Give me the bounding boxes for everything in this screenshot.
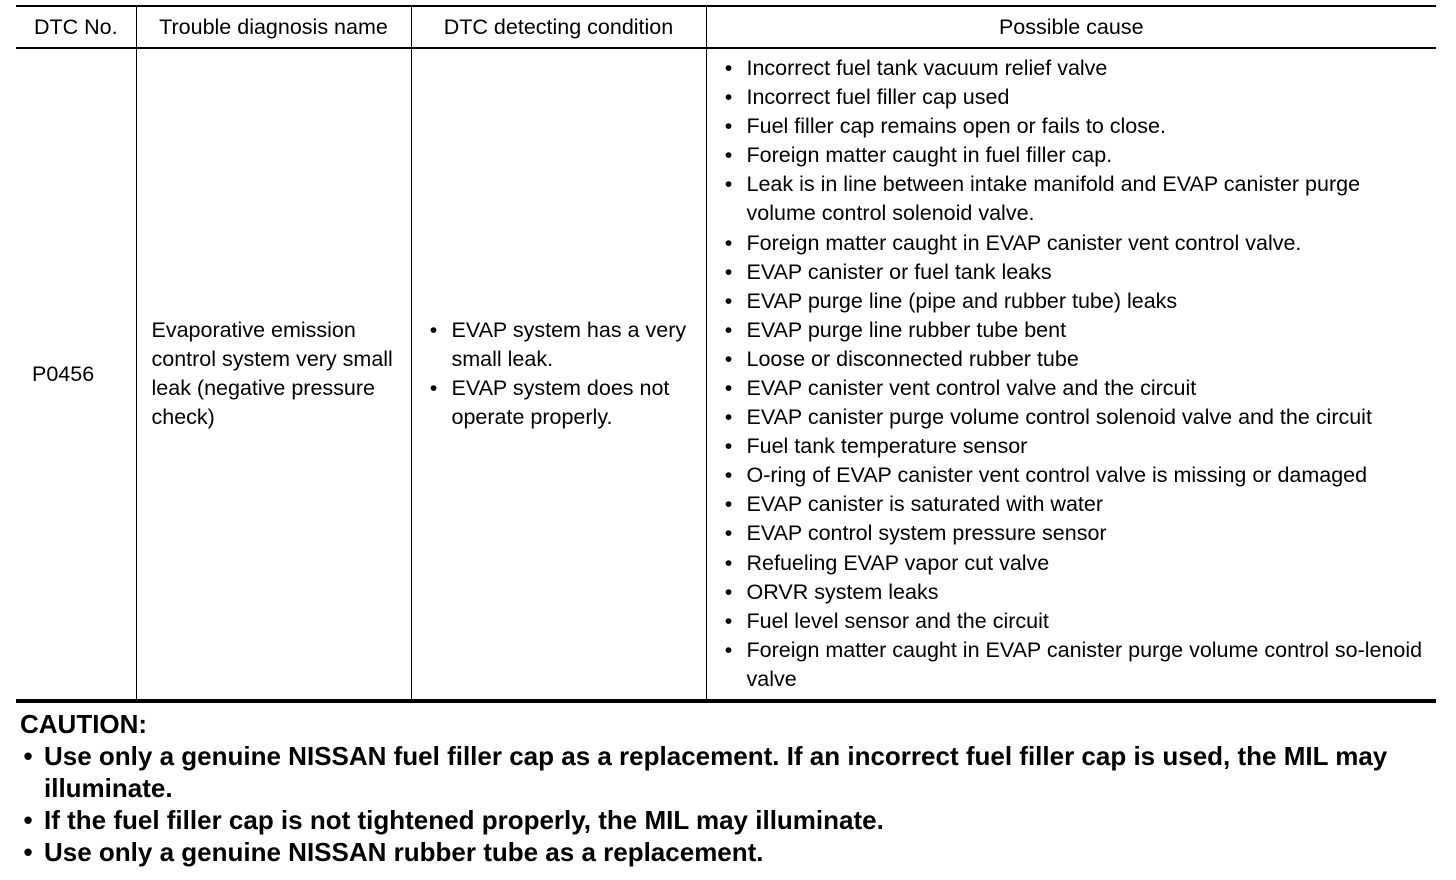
list-item [721, 403, 1431, 432]
list-item-text: EVAP control system pressure sensor [746, 521, 1107, 546]
list-item-text: EVAP canister is saturated with water [746, 492, 1104, 517]
list-item [721, 316, 1431, 345]
list-item [721, 112, 1431, 141]
list-item [426, 316, 698, 374]
table-header-row [16, 6, 1436, 48]
list-item [721, 461, 1431, 490]
list-item-text: Incorrect fuel tank vacuum relief valve [746, 55, 1108, 80]
bullet-icon: • [23, 805, 33, 835]
caution-item [20, 836, 1436, 868]
list-item-text: EVAP system does not operate properly. [451, 376, 670, 430]
bullet-icon: • [724, 288, 733, 313]
list-item [721, 519, 1431, 548]
header-dtc-no: DTC No. [33, 14, 118, 39]
caution-item [20, 804, 1436, 836]
bullet-icon: • [724, 230, 733, 255]
bullet-icon: • [724, 172, 733, 197]
possible-cause-cell [706, 48, 1436, 701]
bullet-icon: • [724, 143, 733, 168]
caution-item-text: If the fuel filler cap is not tightened properly, the MIL may illuminate. [44, 805, 884, 835]
possible-cause-list [721, 54, 1431, 694]
bullet-icon: • [724, 608, 733, 633]
list-item-text: EVAP canister purge volume control solenoid valve and the circuit [746, 405, 1372, 430]
list-item-text: EVAP canister vent control valve and the circuit [746, 376, 1197, 400]
list-item-text: EVAP canister or fuel tank leaks [746, 259, 1052, 284]
list-item [721, 54, 1431, 83]
list-item-text: Foreign matter caught in EVAP canister purge volume control so-lenoid valve [746, 637, 1423, 691]
bullet-icon: • [724, 637, 733, 662]
list-item [721, 229, 1431, 258]
list-item-text: Loose or disconnected rubber tube [746, 346, 1079, 371]
list-item [721, 578, 1431, 607]
list-item-text: EVAP system has a very small leak. [451, 317, 687, 371]
bullet-icon: • [429, 317, 438, 342]
dtc-code-cell: P0456 [32, 361, 95, 386]
list-item [721, 490, 1431, 519]
caution-title: CAUTION: [20, 709, 148, 739]
bullet-icon: • [724, 317, 733, 342]
bullet-icon: • [724, 114, 733, 139]
list-item-text: O-ring of EVAP canister vent control valve is missing or damaged [746, 463, 1368, 488]
list-item-text: ORVR system leaks [746, 579, 939, 604]
list-item [721, 170, 1431, 228]
list-item-text: Fuel level sensor and the circuit [746, 608, 1049, 633]
list-item [721, 607, 1431, 636]
bullet-icon: • [724, 346, 733, 371]
list-item [721, 83, 1431, 112]
list-item [721, 345, 1431, 374]
list-item-text: EVAP purge line (pipe and rubber tube) leaks [746, 288, 1178, 313]
detecting-condition-cell [411, 48, 706, 701]
list-item [721, 636, 1431, 694]
dtc-table [16, 5, 1436, 703]
list-item-text: Fuel filler cap remains open or fails to close. [746, 114, 1166, 139]
detecting-condition-list [426, 316, 698, 432]
list-item-text: EVAP purge line rubber tube bent [746, 317, 1067, 342]
list-item-text: Fuel tank temperature sensor [746, 434, 1028, 459]
list-item [721, 287, 1431, 316]
list-item-text: Foreign matter caught in EVAP canister vent control valve. [746, 230, 1302, 255]
caution-block [20, 708, 1436, 868]
list-item [426, 374, 698, 432]
bullet-icon: • [724, 521, 733, 546]
list-item [721, 374, 1431, 403]
caution-item-text: Use only a genuine NISSAN rubber tube as a replacement. [44, 837, 764, 867]
list-item-text: Leak is in line between intake manifold and EVAP canister purge volume control solenoid valve. [746, 172, 1361, 226]
bullet-icon: • [724, 376, 733, 400]
list-item-text: Refueling EVAP vapor cut valve [746, 550, 1050, 575]
caution-list [20, 740, 1436, 868]
bullet-icon: • [724, 579, 733, 604]
bullet-icon: • [724, 405, 733, 430]
bullet-icon: • [724, 55, 733, 80]
table-row [16, 48, 1436, 701]
caution-item-text: Use only a genuine NISSAN fuel filler cap as a replacement. If an incorrect fuel filler cap is used, the MIL may illuminate. [44, 741, 1388, 803]
list-item [721, 258, 1431, 287]
list-item [721, 549, 1431, 578]
bullet-icon: • [724, 550, 733, 575]
bullet-icon: • [23, 741, 33, 771]
bullet-icon: • [724, 492, 733, 517]
header-dtc-detecting-condition: DTC detecting condition [411, 6, 706, 48]
bullet-icon: • [23, 837, 33, 867]
list-item-text: Incorrect fuel filler cap used [746, 85, 1010, 110]
list-item-text: Foreign matter caught in fuel filler cap. [746, 143, 1113, 168]
caution-item [20, 740, 1436, 804]
bullet-icon: • [429, 376, 438, 400]
bullet-icon: • [724, 85, 733, 110]
diagnosis-name-cell: Evaporative emission control system very small leak (negative pressure check) [136, 48, 411, 701]
bullet-icon: • [724, 434, 733, 459]
list-item [721, 432, 1431, 461]
header-trouble-diagnosis-name: Trouble diagnosis name [136, 6, 411, 48]
header-possible-cause: Possible cause [706, 6, 1436, 48]
bullet-icon: • [724, 259, 733, 284]
list-item [721, 141, 1431, 170]
bullet-icon: • [724, 463, 733, 488]
